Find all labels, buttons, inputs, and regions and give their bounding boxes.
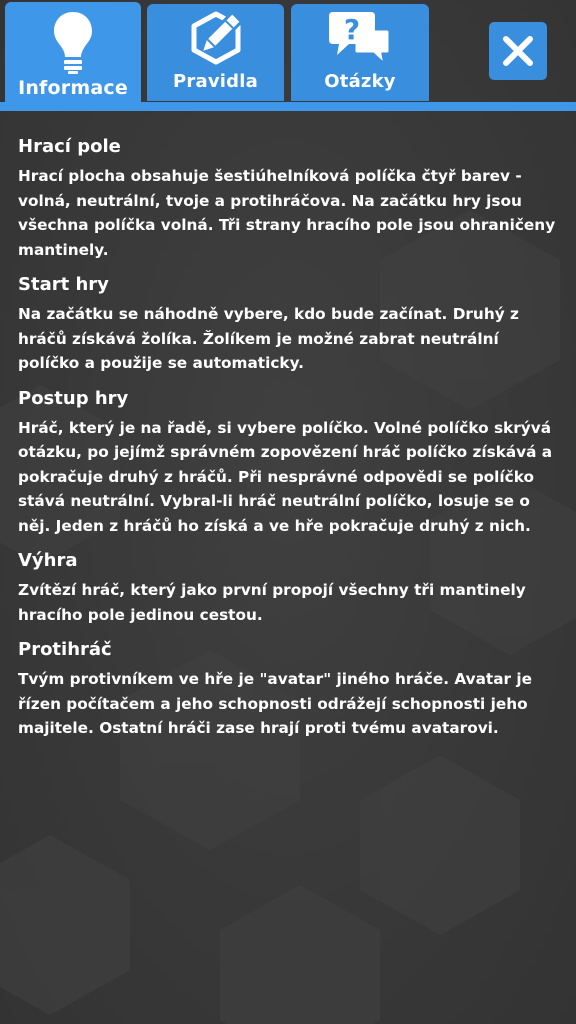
section-title: Protihráč	[18, 639, 112, 660]
section-hraci-pole	[18, 134, 558, 262]
info-content	[18, 134, 558, 751]
question-bubbles-icon	[327, 9, 393, 71]
section-text: Zvítězí hráč, který jako první propojí všechny tři mantinely hracího pole jedinou cestou.	[18, 581, 526, 624]
top-navigation	[0, 0, 576, 112]
tab-label: Otázky	[324, 71, 396, 92]
section-title: Výhra	[18, 550, 78, 571]
section-text: Tvým protivníkem ve hře je "avatar" jiného hráče. Avatar je řízen počítačem a jeho schopnosti odrážejí schopnosti jeho majitele. Ostatní hráči zase hrají proti tvému avatarovi.	[18, 670, 533, 737]
section-text: Na začátku se náhodně vybere, kdo bude začínat. Druhý z hráčů získává žolíka. Žolíkem je možné zabrat neutrální políčko a použije se automaticky.	[18, 305, 519, 372]
svg-text:?: ?	[343, 13, 361, 46]
tab-otazky[interactable]	[291, 4, 429, 101]
section-vyhra	[18, 548, 558, 627]
section-title: Start hry	[18, 274, 109, 295]
tab-pravidla[interactable]	[147, 4, 284, 101]
tab-label: Pravidla	[173, 71, 258, 92]
section-postup-hry	[18, 386, 558, 539]
lightbulb-icon	[51, 10, 95, 74]
close-button[interactable]	[489, 22, 547, 80]
section-title: Hrací pole	[18, 136, 121, 157]
tab-label: Informace	[18, 77, 128, 99]
section-text: Hráč, který je na řadě, si vybere políčko. Volné políčko skrývá otázku, po jejímž správném zopovězení hráč políčko získává a pokračuje druhý z hráčů. Při nesprávné odpovědi se políčko stává neutrální. Vybral-li hráč neutrální políčko, losuje se o něj. Jeden z hráčů ho získá a ve hře pokračuje druhý z nich.	[18, 418, 553, 535]
section-text: Hrací plocha obsahuje šestiúhelníková políčka čtyř barev - volná, neutrální, tvoje a protihráčova. Na začátku hry jsou všechna políčka volná. Tři strany hracího pole jsou ohraničeny mantinely.	[18, 167, 556, 259]
close-icon	[502, 35, 534, 67]
section-title: Postup hry	[18, 387, 129, 409]
pencil-hexagon-icon	[186, 10, 246, 66]
tab-informace[interactable]	[5, 2, 141, 108]
section-protihrac	[18, 637, 558, 741]
section-start-hry	[18, 272, 558, 376]
